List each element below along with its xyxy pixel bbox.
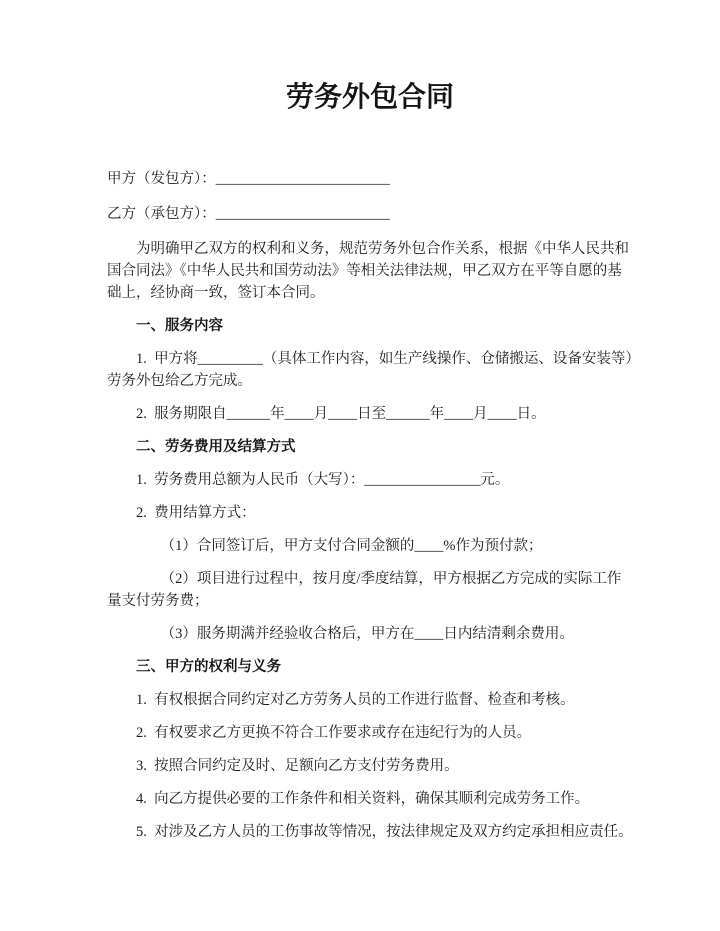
section-1-heading: 一、服务内容 — [136, 318, 223, 334]
section-3-clause-3: 3. 按照合同约定及时、足额向乙方支付劳务费用。 — [136, 758, 459, 774]
section-2-clause-1: 1. 劳务费用总额为人民币（大写）：________________元。 — [136, 472, 510, 488]
section-3-clause-5: 5. 对涉及乙方人员的工伤事故等情况，按法律规定及双方约定承担相应责任。 — [136, 824, 633, 840]
section-1-clause-1: 1. 甲方将_________（具体工作内容，如生产线操作、仓储搬运、设备安装等）劳务外包给乙方完成。 — [107, 351, 633, 389]
party-b-line — [107, 203, 633, 225]
section-3-clause-1: 1. 有权根据合同约定对乙方劳务人员的工作进行监督、检查和考核。 — [136, 692, 575, 708]
party-a-line — [107, 168, 633, 190]
party-b-label: 乙方（承包方）： — [107, 206, 216, 222]
party-a-blank: ________________________ — [215, 171, 390, 187]
party-b-blank: ________________________ — [215, 206, 390, 222]
section-2-subclause-1: （1）合同签订后，甲方支付合同金额的____%作为预付款； — [160, 538, 543, 554]
section-2-subclause-3: （3）服务期满并经验收合格后，甲方在____日内结清剩余费用。 — [160, 626, 574, 642]
section-3-clause-4: 4. 向乙方提供必要的工作条件和相关资料，确保其顺利完成劳务工作。 — [136, 791, 590, 807]
section-3-clause-2: 2. 有权要求乙方更换不符合工作要求或存在违纪行为的人员。 — [136, 725, 532, 741]
preamble-paragraph: 为明确甲乙双方的权利和义务，规范劳务外包合作关系，根据《中华人民共和国合同法》《中华人民共和国劳动法》等相关法律法规，甲乙双方在平等自愿的基础上，经协商一致，签订本合同。 — [107, 241, 629, 301]
section-2-subclause-2: （2）项目进行过程中，按月度/季度结算，甲方根据乙方完成的实际工作量支付劳务费； — [107, 571, 622, 609]
section-3-heading: 三、甲方的权利与义务 — [136, 659, 281, 675]
party-a-label: 甲方（发包方）： — [107, 171, 216, 187]
section-1-clause-2: 2. 服务期限自______年____月____日至______年____月____日。 — [136, 406, 546, 422]
section-2-heading: 二、劳务费用及结算方式 — [136, 439, 296, 455]
section-2-clause-2: 2. 费用结算方式： — [136, 505, 256, 521]
document-title: 劳务外包合同 — [285, 82, 454, 113]
